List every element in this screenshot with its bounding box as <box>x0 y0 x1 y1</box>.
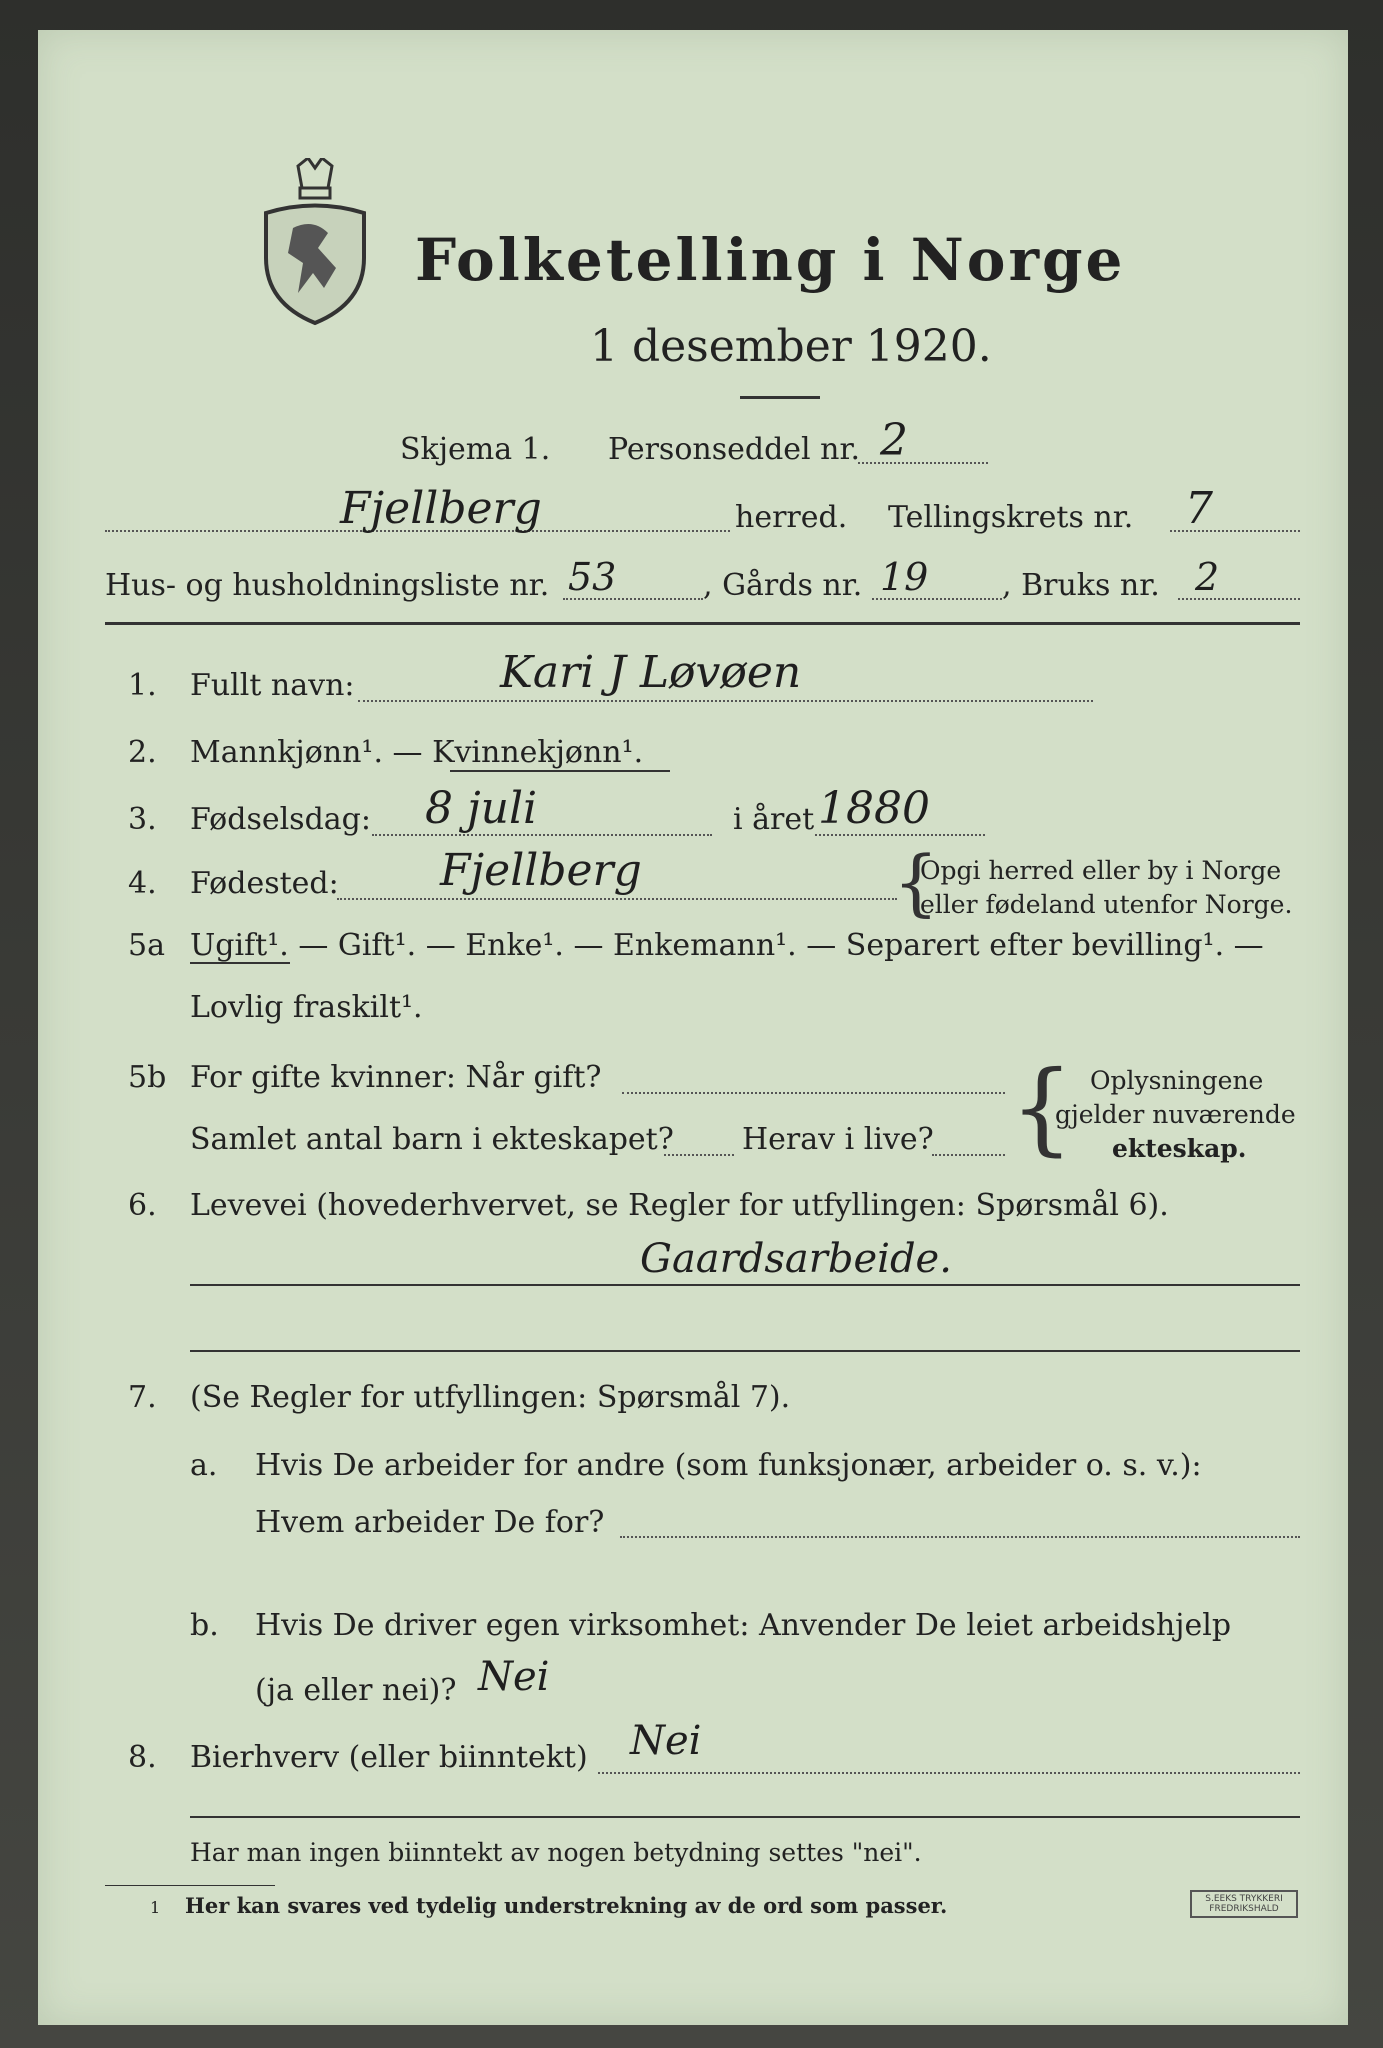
q4-field-line <box>337 898 897 900</box>
bruks-label: , Bruks nr. <box>1002 568 1160 603</box>
tellingskrets-value: 7 <box>1185 483 1213 534</box>
q5a-marital-options-cont: Lovlig fraskilt¹. <box>190 990 423 1025</box>
q1-number: 1. <box>128 668 157 703</box>
norwegian-coat-of-arms-icon <box>258 158 373 328</box>
q5a-ugift-underline <box>190 962 290 964</box>
q7a-line1: Hvis De arbeider for andre (som funksjonær, arbeider o. s. v.): <box>255 1448 1202 1483</box>
q7a-line2: Hvem arbeider De for? <box>255 1505 605 1540</box>
q6-number: 6. <box>128 1188 157 1223</box>
header-divider <box>105 622 1300 625</box>
q7b-value: Nei <box>478 1654 550 1700</box>
personseddel-value: 2 <box>880 415 908 466</box>
q8-field-line-2 <box>190 1816 1300 1818</box>
q8-field-line <box>598 1772 1300 1774</box>
q8-number: 8. <box>128 1740 157 1775</box>
q5b-note-line3: ekteskap. <box>1112 1134 1247 1163</box>
husholdningsliste-label: Hus- og husholdningsliste nr. <box>105 568 550 603</box>
q5b-i-live-field-line <box>932 1154 1005 1156</box>
q4-label: Fødested: <box>190 866 339 901</box>
q4-note-brace: { <box>893 840 939 924</box>
q5b-line2a: Samlet antal barn i ekteskapet? <box>190 1122 674 1157</box>
footnote-rule <box>105 1885 275 1886</box>
q5b-note-line2: gjelder nuværende <box>1055 1100 1296 1129</box>
personseddel-label: Personseddel nr. <box>608 432 861 467</box>
printer-stamp-line2: FREDRIKSHALD <box>1209 1904 1279 1914</box>
herred-value: Fjellberg <box>340 483 542 534</box>
q7-number: 7. <box>128 1380 157 1415</box>
q6-label: Levevei (hovederhvervet, se Regler for utfyllingen: Spørsmål 6). <box>190 1188 1169 1223</box>
printer-stamp <box>1190 1890 1298 1918</box>
q8-value: Nei <box>630 1718 702 1764</box>
q3-number: 3. <box>128 802 157 837</box>
q3-year-field-line <box>815 834 985 836</box>
q4-number: 4. <box>128 866 157 901</box>
printer-stamp-line1: S.EEKS TRYKKERI <box>1205 1894 1283 1904</box>
q4-note-line1: Opgi herred eller by i Norge <box>920 856 1282 885</box>
tellingskrets-label: Tellingskrets nr. <box>888 500 1134 535</box>
q8-label: Bierhverv (eller biinntekt) <box>190 1740 588 1775</box>
q7b-letter: b. <box>190 1608 219 1643</box>
q8-note: Har man ingen biinntekt av nogen betydning settes "nei". <box>190 1838 922 1867</box>
skjema-label: Skjema 1. <box>400 432 551 467</box>
q3-year-label: i året <box>733 802 815 837</box>
q5b-line2b: Herav i live? <box>742 1122 934 1157</box>
footnote-mark: 1 <box>150 1898 161 1917</box>
q5b-note-line1: Oplysningene <box>1090 1066 1264 1095</box>
q1-fullname-value: Kari J Løvøen <box>500 647 802 698</box>
gards-label: , Gårds nr. <box>703 568 863 603</box>
q5b-naar-gift-field-line <box>622 1092 1005 1094</box>
q7b-line2: (ja eller nei)? <box>255 1673 457 1708</box>
q6-field-line-1 <box>190 1284 1300 1286</box>
q4-birthplace-value: Fjellberg <box>440 845 642 896</box>
q5b-note-brace: { <box>1010 1049 1074 1166</box>
q6-field-line-2 <box>190 1350 1300 1352</box>
q3-day-field-line <box>372 834 712 836</box>
q7b-line1: Hvis De driver egen virksomhet: Anvender De leiet arbeidshjelp <box>255 1608 1232 1643</box>
footnote-text: Her kan svares ved tydelig understrekning av de ord som passer. <box>185 1893 948 1918</box>
husholdningsliste-value: 53 <box>568 555 617 599</box>
q2-gender-options: Mannkjønn¹. — Kvinnekjønn¹. <box>190 735 644 770</box>
q7a-field-line <box>620 1536 1300 1538</box>
q4-note-line2: eller fødeland utenfor Norge. <box>920 890 1293 919</box>
bruks-value: 2 <box>1195 555 1220 599</box>
bleed-through-texture <box>560 110 1320 1510</box>
q5b-number: 5b <box>128 1060 167 1095</box>
q3-label: Fødselsdag: <box>190 802 371 837</box>
gards-value: 19 <box>880 555 929 599</box>
q2-kvinnekjonn-underline <box>450 770 670 772</box>
title-rule <box>740 396 820 399</box>
census-date: 1 desember 1920. <box>590 321 992 372</box>
q7-label: (Se Regler for utfyllingen: Spørsmål 7). <box>190 1380 791 1415</box>
q1-field-line <box>358 700 1093 702</box>
q1-label: Fullt navn: <box>190 668 355 703</box>
q5b-barn-field-line <box>664 1154 734 1156</box>
q6-occupation-value: Gaardsarbeide. <box>640 1236 952 1282</box>
herred-label: herred. <box>735 500 848 535</box>
q5a-marital-options: Ugift¹. — Gift¹. — Enke¹. — Enkemann¹. — Separert efter bevilling¹. — <box>190 928 1264 963</box>
q3-day-value: 8 juli <box>425 783 538 834</box>
q7a-letter: a. <box>190 1448 218 1483</box>
form-title: Folketelling i Norge <box>415 226 1126 294</box>
personseddel-field-line <box>858 462 988 464</box>
q2-number: 2. <box>128 735 157 770</box>
q5a-number: 5a <box>128 928 165 963</box>
q5b-line1: For gifte kvinner: Når gift? <box>190 1060 602 1095</box>
q3-year-value: 1880 <box>818 783 930 834</box>
